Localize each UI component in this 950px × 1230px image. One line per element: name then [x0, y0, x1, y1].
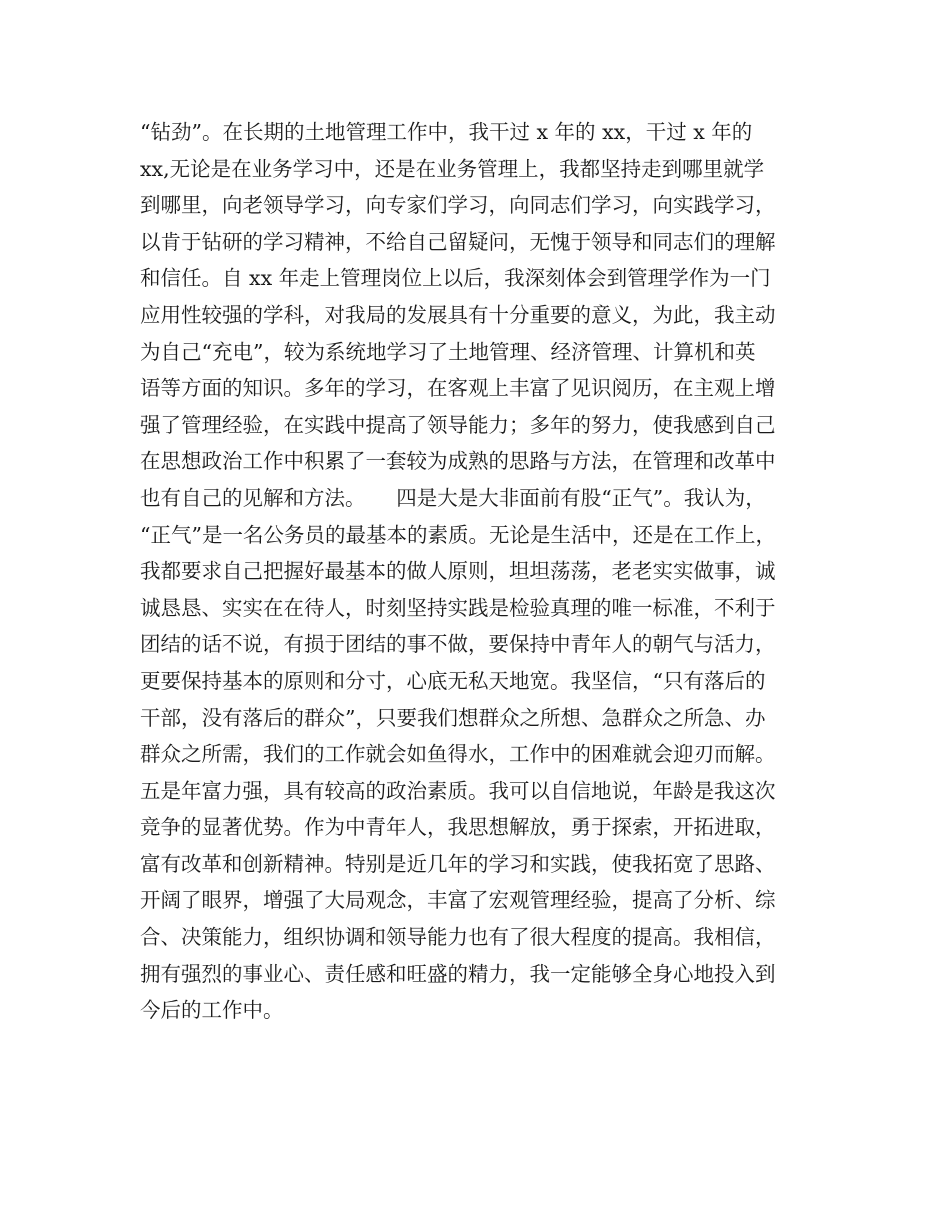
text-line-11: 也有自己的见解和方法。 四是大是大非面前有股“正气”。我认为， — [140, 485, 766, 510]
text-line-6: 应用性较强的学科，对我局的发展具有十分重要的意义，为此，我主动 — [140, 302, 776, 327]
text-line-15: 团结的话不说，有损于团结的事不做，要保持中青年人的朝气与活力， — [140, 632, 776, 657]
text-line-1: “钻劲”。在长期的土地管理工作中，我干过 x 年的 xx，干过 x 年的 — [140, 120, 753, 144]
text-line-18: 群众之所需，我们的工作就会如鱼得水，工作中的困难就会迎刃而解。 — [140, 742, 776, 767]
body-text — [140, 114, 840, 1029]
text-line-19: 五是年富力强，具有较高的政治素质。我可以自信地说，年龄是我这次 — [140, 778, 776, 803]
text-line-25: 今后的工作中。 — [140, 998, 284, 1023]
text-line-14: 诚恳恳、实实在在待人，时刻坚持实践是检验真理的唯一标准，不利于 — [140, 595, 776, 620]
text-line-17: 干部，没有落后的群众”，只要我们想群众之所想、急群众之所急、办 — [140, 705, 766, 730]
text-line-13: 我都要求自己把握好最基本的做人原则，坦坦荡荡，老老实实做事，诚 — [140, 559, 776, 584]
text-line-2: xx,无论是在业务学习中，还是在业务管理上，我都坚持走到哪里就学 — [140, 156, 765, 181]
text-line-4: 以肯于钻研的学习精神，不给自己留疑问，无愧于领导和同志们的理解 — [140, 229, 776, 254]
text-line-20: 竞争的显著优势。作为中青年人，我思想解放，勇于探索，开拓进取， — [140, 815, 776, 840]
text-line-12: “正气”是一名公务员的最基本的素质。无论是生活中，还是在工作上， — [140, 522, 776, 547]
text-line-21: 富有改革和创新精神。特别是近几年的学习和实践，使我拓宽了思路、 — [140, 851, 776, 876]
text-line-22: 开阔了眼界，增强了大局观念，丰富了宏观管理经验，提高了分析、综 — [140, 888, 776, 913]
text-line-23: 合、决策能力，组织协调和领导能力也有了很大程度的提高。我相信， — [140, 925, 776, 950]
text-line-10: 在思想政治工作中积累了一套较为成熟的思路与方法，在管理和改革中 — [140, 449, 776, 474]
text-line-9: 强了管理经验，在实践中提高了领导能力；多年的努力，使我感到自己 — [140, 412, 776, 437]
text-line-5: 和信任。自 xx 年走上管理岗位上以后，我深刻体会到管理学作为一门 — [140, 266, 771, 291]
text-line-16: 更要保持基本的原则和分寸，心底无私天地宽。我坚信，“只有落后的 — [140, 668, 766, 693]
text-line-8: 语等方面的知识。多年的学习，在客观上丰富了见识阅历，在主观上增 — [140, 376, 776, 401]
text-line-7: 为自己“充电”，较为系统地学习了土地管理、经济管理、计算机和英 — [140, 339, 756, 364]
text-line-24: 拥有强烈的事业心、责任感和旺盛的精力，我一定能够全身心地投入到 — [140, 961, 776, 986]
text-line-3: 到哪里，向老领导学习，向专家们学习，向同志们学习，向实践学习， — [140, 193, 776, 218]
